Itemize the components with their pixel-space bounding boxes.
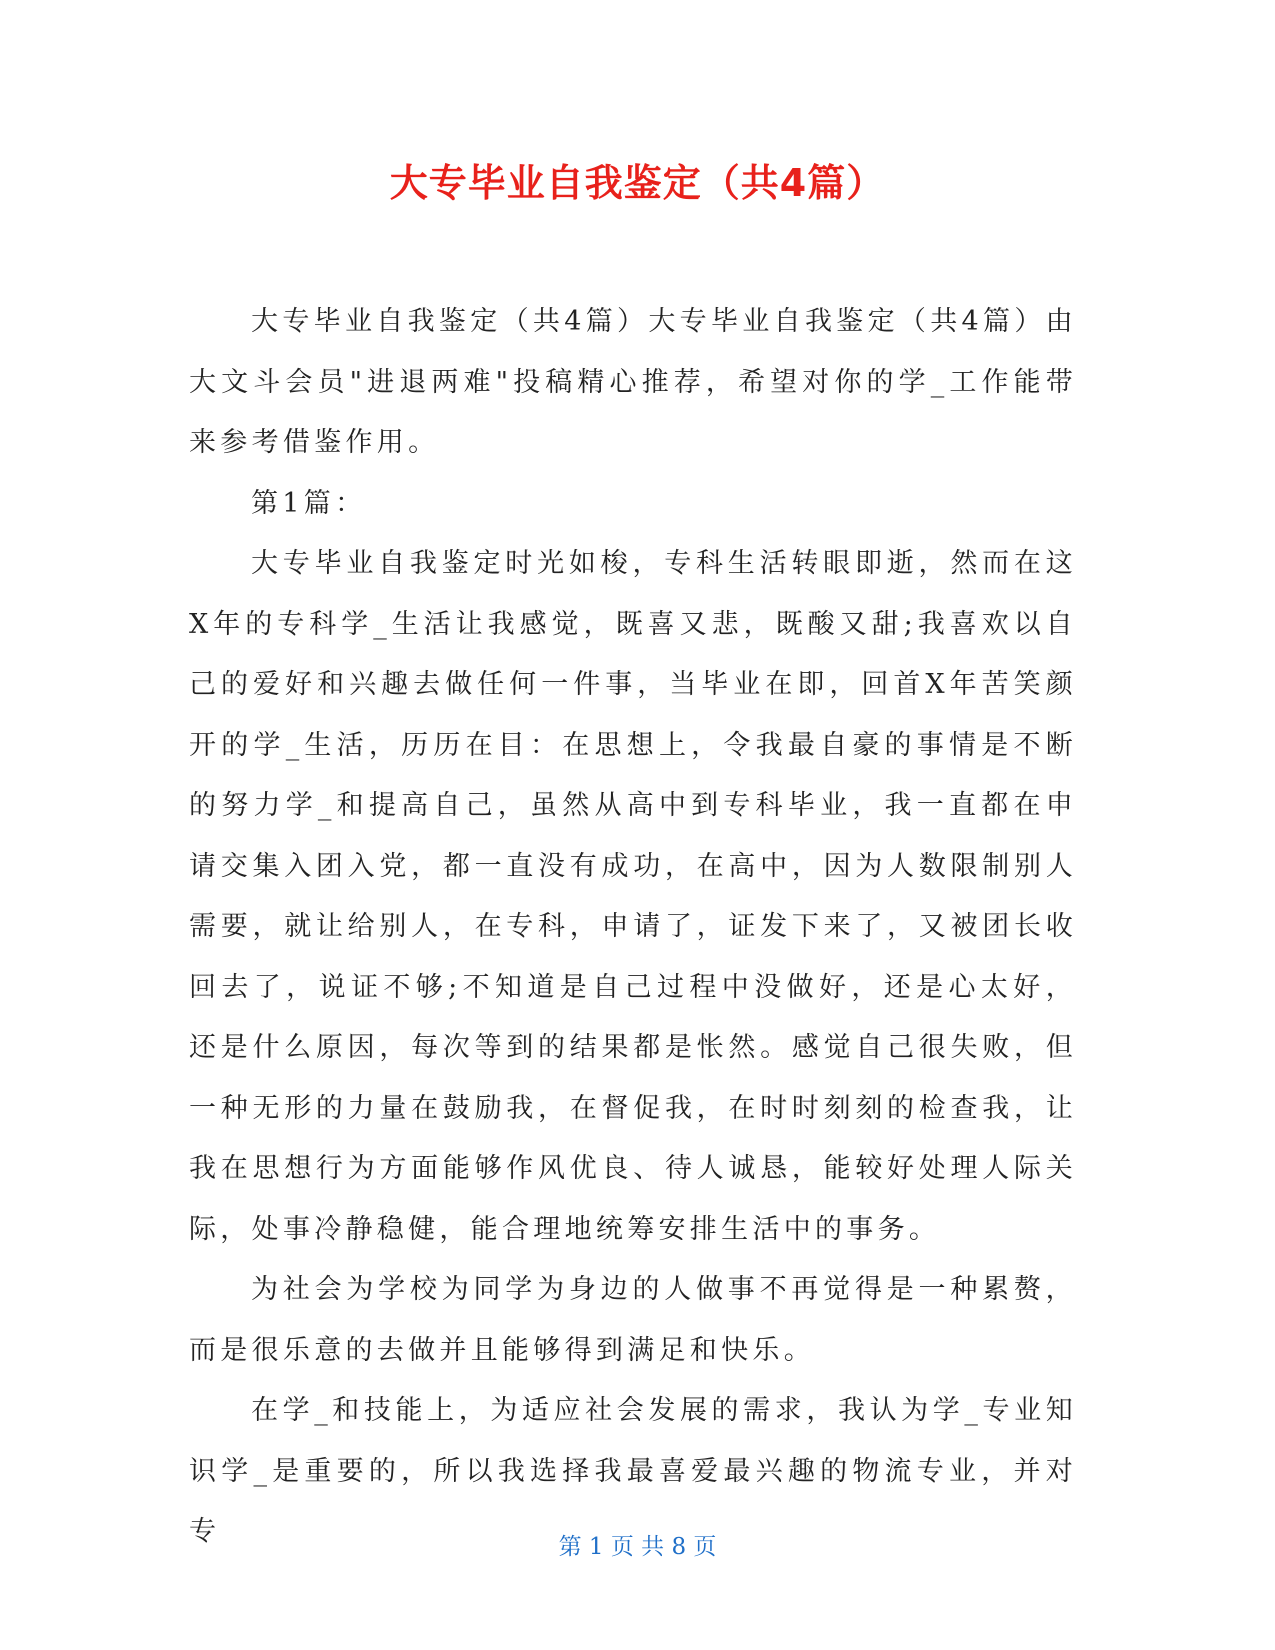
body-paragraph: 为社会为学校为同学为身边的人做事不再觉得是一种累赘，而是很乐意的去做并且能够得到满足和快乐。 bbox=[189, 1274, 1077, 1366]
body-paragraph: 在学_和技能上，为适应社会发展的需求，我认为学_专业知识学_是重要的，所以我选择我最喜爱最兴趣的物流专业，并对专 bbox=[189, 1395, 1077, 1547]
page-number: 第 1 页 共 8 页 bbox=[558, 1534, 717, 1560]
body-paragraph: 大专毕业自我鉴定时光如梭，专科生活转眼即逝，然而在这X年的专科学_生活让我感觉，既喜又悲，既酸又甜;我喜欢以自己的爱好和兴趣去做任何一件事，当毕业在即，回首X年苦笑颜开的学_生活，历历在目：在思想上，令我最自豪的事情是不断的努力学_和提高自己，虽然从高中到专科毕业，我一直都在申请交集入团入党，都一直没有成功，在高中，因为人数限制别人需要，就让给别人，在专科，申请了，证发下来了，又被团长收回去了，说证不够;不知道是自己过程中没做好，还是心太好，还是什么原因，每次等到的结果都是怅然。感觉自己很失败，但一种无形的力量在鼓励我，在督促我，在时时刻刻的检查我，让我在思想行为方面能够作风优良、待人诚恳，能较好处理人际关际，处事冷静稳健，能合理地统筹安排生活中的事务。 bbox=[189, 548, 1077, 1245]
page-footer bbox=[0, 1532, 1275, 1562]
intro-paragraph: 大专毕业自我鉴定（共4篇）大专毕业自我鉴定（共4篇）由大文斗会员"进退两难"投稿精心推荐，希望对你的学_工作能带来参考借鉴作用。 bbox=[189, 306, 1077, 458]
section-heading: 第1篇： bbox=[251, 487, 367, 519]
document-body bbox=[189, 292, 1077, 1563]
document-title: 大专毕业自我鉴定（共4篇） bbox=[389, 161, 886, 205]
